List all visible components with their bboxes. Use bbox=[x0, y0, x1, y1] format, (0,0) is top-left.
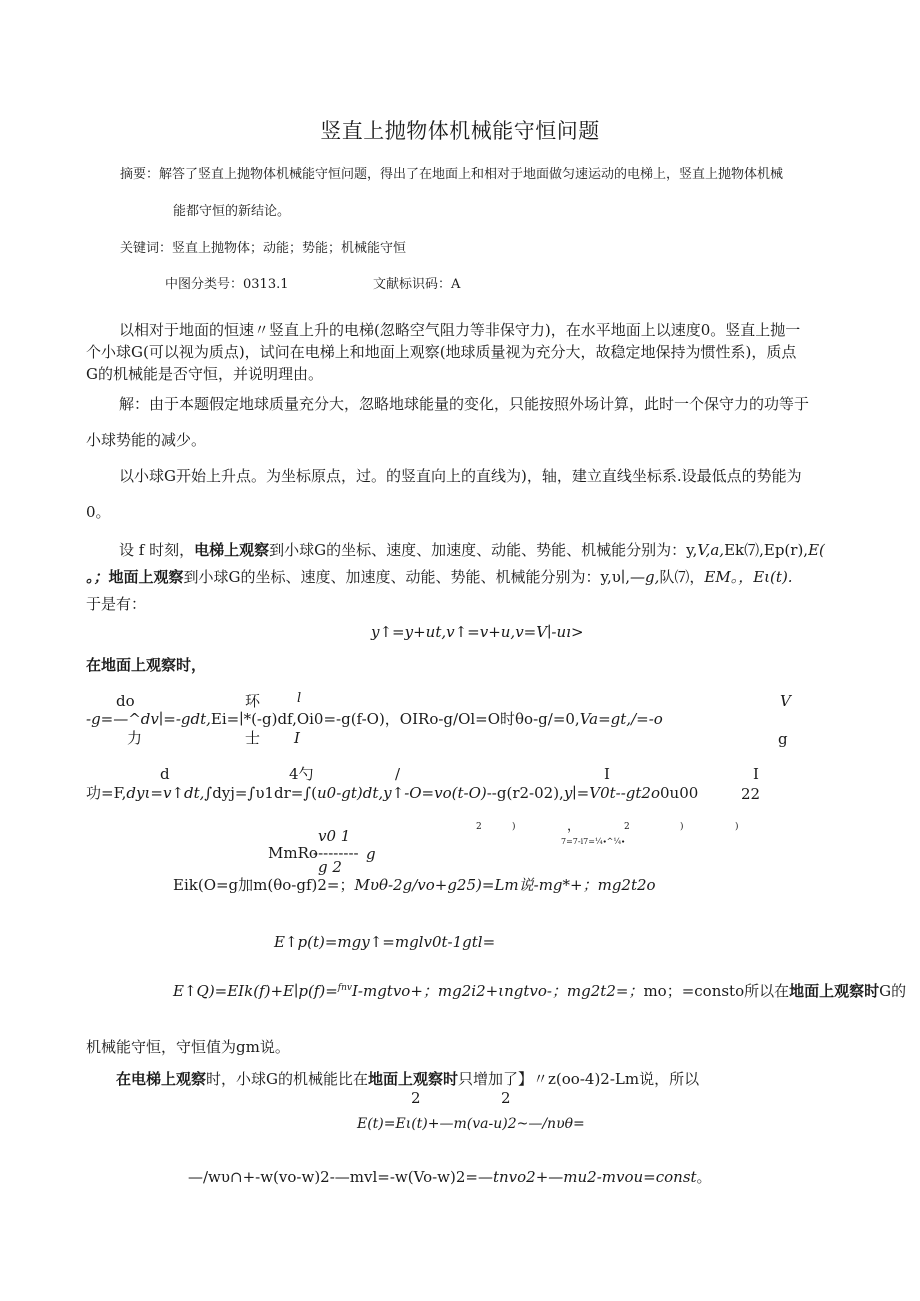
document-code: 文献标识码：A bbox=[373, 277, 461, 292]
setup-text: V,a, bbox=[697, 541, 725, 559]
eq9-part: 。 bbox=[696, 1168, 712, 1186]
solution-line-2: 小球势能的减少。 bbox=[86, 431, 207, 449]
eq7-part: G的 bbox=[879, 982, 907, 1000]
eq4-exponent: 2 bbox=[476, 822, 482, 832]
heading-ground-observation: 在地面上观察时， bbox=[86, 656, 207, 674]
eq3-part: y∣=V0t--gt2o bbox=[563, 784, 660, 802]
intro-line-2: 个小球G(可以视为质点)，试问在电梯上和地面上观察(地球质量视为充分大，故稳定地保持为惯性系)，质点 bbox=[86, 343, 797, 361]
abstract-line-2: 能都守恒的新结论。 bbox=[173, 204, 291, 219]
setup-text: 队⑺， bbox=[659, 568, 705, 586]
eq4-comma: ， bbox=[567, 819, 581, 834]
equation-relative-motion: y↑=y+ut,v↑=v+u,v=V∣-uı> bbox=[371, 623, 584, 641]
setup-text: 到小球G的坐标、速度、加速度、动能、势能、机械能分别为：y,υ∣, bbox=[183, 568, 631, 586]
setup-text: 到小球G的坐标、速度、加速度、动能、势能、机械能分别为：y, bbox=[269, 541, 698, 559]
eq5-kinetic-energy bbox=[173, 878, 656, 893]
eq3-fraction-top: 4勺 bbox=[289, 765, 314, 783]
eq4-main: g bbox=[366, 845, 376, 863]
abstract-line-1: 摘要：解答了竖直上抛物体机械能守恒问题，得出了在地面上和相对于地面做匀速运动的电梯上，竖直上抛物体机械 bbox=[120, 167, 784, 182]
setup-line-3: 于是有： bbox=[86, 595, 147, 613]
eq2-fraction-top: V bbox=[780, 692, 791, 710]
eq4-fraction-bottom: g 2 bbox=[318, 858, 342, 876]
eq2-fraction-bottom: 士 bbox=[245, 729, 261, 747]
eq7-part: I-mgtvo+；mg2i2+ιngtvo-；mg2t2=； bbox=[351, 982, 644, 1000]
eq4-paren: ) bbox=[512, 822, 516, 832]
eq5-part: Eik(O=g加m(θo-gf)2=； bbox=[173, 876, 355, 894]
elevator-observation-bold: 在电梯上观察 bbox=[116, 1070, 207, 1088]
eq3-part: ∫dyj=∫υ1dr=∫( bbox=[204, 784, 317, 802]
setup-text: EM。，Eι(t). bbox=[704, 568, 793, 586]
eq2-fraction-bottom: I bbox=[294, 729, 300, 747]
eq3-part: --g(r2-02), bbox=[486, 784, 564, 802]
setup-text: —g, bbox=[630, 568, 660, 586]
eq7-part: mo；=consto所以在 bbox=[643, 982, 790, 1000]
eq4-garbled-text: 7=7-i7=¼∙^¼∙ bbox=[561, 837, 625, 846]
intro-line-1: 以相对于地面的恒速〃竖直上升的电梯(忽略空气阻力等非保守力)，在水平地面上以速度0。竖直上抛一 bbox=[119, 321, 801, 339]
classification-number: 中图分类号：0313.1 bbox=[165, 277, 289, 292]
eq4-main: MmRo bbox=[268, 844, 318, 862]
eq3-fraction-top: I bbox=[604, 765, 610, 783]
eq9-part: tnvo2+—mu2-mvou=const bbox=[492, 1168, 697, 1186]
ground-observation-bold: 地面上观察 bbox=[108, 568, 184, 586]
eq3-fraction-top: I bbox=[753, 765, 759, 783]
elevator-denominator: 2 bbox=[501, 1089, 511, 1107]
coordinate-line-2: 0。 bbox=[86, 503, 111, 521]
eq9-part: —∕wυ∩+-w(vo-w)2-—mvl=-w(Vo-w)2=— bbox=[188, 1168, 493, 1186]
setup-text: 。； bbox=[86, 568, 109, 586]
setup-text: Ek⑺,Ep(r), bbox=[724, 541, 809, 559]
eq3-fraction-top: d bbox=[160, 765, 170, 783]
eq2-fraction-bottom: 力 bbox=[127, 729, 143, 747]
eq4-paren: ) bbox=[680, 822, 684, 832]
setup-line-1 bbox=[119, 543, 825, 558]
solution-line-1: 解：由于本题假定地球质量充分大，忽略地球能量的变化，只能按照外场计算，此时一个保守力的功等于 bbox=[119, 395, 810, 413]
elevator-observation-bold: 电梯上观察 bbox=[194, 541, 270, 559]
eq7-mechanical-energy bbox=[173, 984, 906, 999]
ground-observation-bold: 地面上观察时 bbox=[789, 982, 880, 1000]
eq6-potential-energy: E↑p(t)=mgy↑=mglv0t-1gtl= bbox=[274, 933, 496, 951]
eq2-fraction-bottom: g bbox=[778, 730, 788, 748]
intro-line-3: G的机械能是否守恒，并说明理由。 bbox=[86, 365, 323, 383]
eq4-paren: ) bbox=[735, 822, 739, 832]
eq4-fraction-top: v0 1 bbox=[318, 827, 351, 845]
eq7-part: E↑Q)=EIk(f)+E∣p(f)= bbox=[173, 982, 338, 1000]
eq2-fraction-top: l bbox=[297, 691, 302, 706]
eq3-main-line bbox=[86, 786, 698, 801]
eq2-fraction-top: 环 bbox=[245, 692, 261, 710]
eq2-main-line bbox=[86, 712, 663, 727]
setup-text: E( bbox=[808, 541, 825, 559]
eq3-part: 功=F, bbox=[86, 784, 127, 802]
eq3-part: u0-gt)dt,y↑-O=vo(t-O) bbox=[317, 784, 487, 802]
ground-observation-bold: 地面上观察时 bbox=[368, 1070, 459, 1088]
eq3-part: 0u00 bbox=[659, 784, 699, 802]
page-title: 竖直上抛物体机械能守恒问题 bbox=[320, 119, 600, 143]
eq4-exponent: 2 bbox=[624, 822, 630, 832]
eq2-part: -g=—^dv∣=-gdt, bbox=[86, 710, 211, 728]
eq3-fraction-top: / bbox=[395, 765, 401, 783]
eq2-fraction-top: do bbox=[116, 692, 135, 710]
setup-line-2 bbox=[86, 570, 793, 585]
elevator-line bbox=[116, 1072, 699, 1087]
coordinate-line-1: 以小球G开始上升点。为坐标原点，过。的竖直向上的直线为)，轴，建立直线坐标系.设最低点的势能为 bbox=[119, 467, 802, 485]
eq2-part: Ei=∣*(-g)df,Oi0=-g(f-O)，OIRo-g∕Ol=O时θo-g∕=0, bbox=[210, 710, 580, 728]
elevator-text: 时，小球G的机械能比在 bbox=[206, 1070, 368, 1088]
elevator-denominator: 2 bbox=[411, 1089, 421, 1107]
keywords: 关键词：竖直上抛物体；动能；势能；机械能守恒 bbox=[120, 241, 407, 256]
setup-text: 设 f 时刻， bbox=[119, 541, 195, 559]
eq3-part: dyι=v↑dt, bbox=[126, 784, 205, 802]
eq3-fraction-bottom: 22 bbox=[741, 785, 761, 803]
eq2-part: Va=gt,/=-o bbox=[579, 710, 663, 728]
eq7-part: fnv bbox=[337, 983, 352, 993]
eq4-fraction-bar: --------- bbox=[313, 844, 359, 862]
eq8-elevator-energy: E(t)=Eι(t)+—m(va-u)2~—/nυθ= bbox=[357, 1116, 585, 1132]
eq5-part: Mυθ-2g∕vo+g25)=Lm说-mg*+；mg2t2o bbox=[354, 876, 656, 894]
conclusion-ground: 机械能守恒，守恒值为gm说。 bbox=[86, 1038, 290, 1056]
elevator-text: 只增加了】〃z(oo-4)2-Lm说，所以 bbox=[458, 1070, 700, 1088]
eq9-constant-energy bbox=[188, 1170, 712, 1185]
